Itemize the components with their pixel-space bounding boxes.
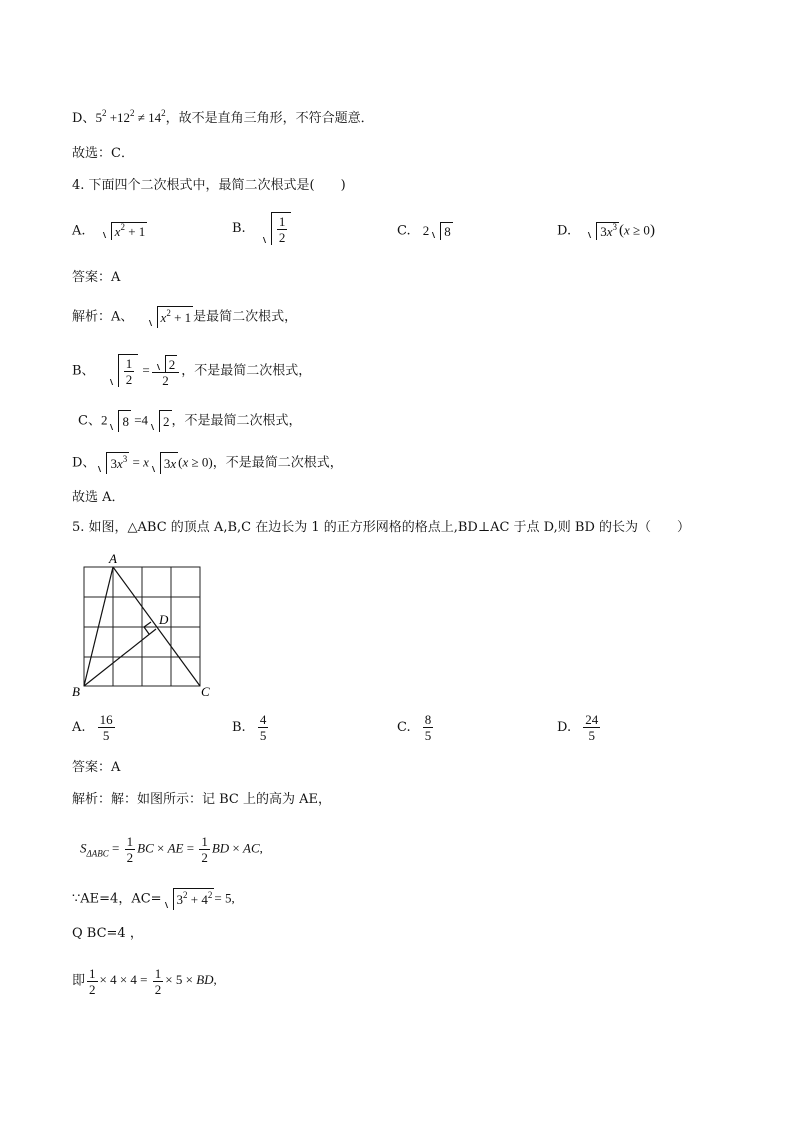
q5-option-b [232, 712, 270, 743]
option-label: D. [557, 720, 572, 735]
question-4: 4. 下面四个二次根式中，最简二次根式是( ) [72, 178, 346, 193]
fraction-one-half: $\frac{1}{2}$ [278, 214, 286, 245]
q4-option-c: C. 2 8 [397, 222, 451, 239]
numerator: 4 [259, 712, 267, 727]
q4-option-d: D. $3x^3$ (x ≥ 0) [557, 222, 655, 239]
sqrt-2: 2 [148, 410, 172, 432]
analysis-text: ，不是最简二次根式， [212, 455, 343, 471]
sqrt-3x: 3x [149, 452, 178, 474]
analysis-4-a [72, 306, 297, 328]
choose-c-text: 故选：C． [72, 146, 134, 161]
analysis-4-d: D、 $3x^3 = x$ 3x (x ≥ 0)，不是最简二次根式， [72, 452, 343, 474]
because-line [72, 888, 235, 910]
numerator: 8 [424, 712, 432, 727]
point-label-d: D [159, 612, 169, 627]
denominator: 5 [259, 728, 267, 743]
option-fraction [98, 712, 115, 743]
equals-five: = 5, [214, 890, 235, 906]
analysis-4-b: B、 $\frac{1}{2}$ = $\frac{2}{2}$ ，不是最简二次根式， [72, 354, 311, 388]
analysis-4-c: C、2 8 =4 2 ，不是最简二次根式， [78, 410, 302, 432]
sqrt-half [260, 212, 292, 245]
analysis-text: ，不是最简二次根式， [181, 363, 312, 379]
prev-solution-d [72, 108, 374, 129]
denominator: 5 [588, 728, 595, 743]
fraction-sqrt2-over-2: $\frac{2}{2}$ [152, 354, 180, 388]
sqrt-8: 8 [429, 222, 453, 240]
ji-text: 即 [72, 973, 86, 989]
denominator: 5 [424, 728, 432, 743]
sqrt-x2-plus-1: $x^2 + 1$ [100, 222, 148, 240]
option-label: D. [557, 223, 572, 239]
analysis-5: 解析：解：如图所示：记 BC 上的高为 AE， [72, 792, 332, 807]
sqrt-3sq-plus-4sq: $3^2 + 4^2$ [162, 888, 215, 910]
conclusion-text: ，故不是直角三角形，不符合题意． [165, 111, 374, 126]
option-label: B. [232, 221, 246, 236]
sqrt-x2-plus-1: $x^2 + 1$ [146, 306, 194, 328]
sqrt-3x3: $3x^3$ [95, 452, 129, 474]
numerator: 16 [99, 712, 113, 727]
denominator: 5 [102, 728, 110, 743]
question-5: 5. 如图，△ABC 的顶点 A,B,C 在边长为 1 的正方形网格的格点上,BD⊥AC 于点 D,则 BD 的长为（ ） [72, 520, 691, 535]
analysis-prefix: B、 [72, 363, 95, 379]
option-label: B. [232, 720, 246, 735]
analysis-prefix: D、 [72, 455, 96, 471]
q5-option-d [557, 712, 602, 743]
vertex-label-c: C [201, 684, 210, 699]
q4-option-a [72, 222, 147, 240]
option-label: C. [397, 720, 411, 735]
option-label: A. [72, 223, 86, 239]
q4-option-b [232, 212, 291, 245]
option-label: A. [72, 720, 86, 735]
because-text: ∵AE=4，AC= [72, 891, 162, 907]
analysis-text: ，不是最简二次根式， [171, 413, 302, 429]
option-fraction [423, 712, 434, 743]
choose-a-text: 故选 A． [72, 490, 125, 505]
triangle-grid-figure [70, 550, 220, 700]
option-fraction [583, 712, 600, 743]
analysis-prefix: C、 [78, 413, 101, 429]
inequality-expression: $5^2 +12^2 \ne 14^2$ [95, 108, 166, 125]
sqrt-half: $\frac{1}{2}$ [107, 354, 139, 387]
numerator: 24 [585, 712, 599, 727]
vertex-label-a: A [109, 551, 117, 566]
square-grid [84, 567, 200, 686]
answer-5: 答案：A [72, 760, 121, 775]
sqrt-3x3: $3x^3$ [585, 222, 619, 240]
option-fraction [258, 712, 269, 743]
q5-option-c [397, 712, 435, 743]
vertex-label-b: B [72, 684, 80, 699]
bc-line: Q BC=4 ， [72, 926, 143, 941]
sqrt-8: 8 [107, 410, 131, 432]
area-formula: $S_{\Delta ABC}$ = $\frac{1}{2}$ BC × AE = $\frac{1}{2}$ BD × AC, [80, 834, 263, 865]
option-label: C. [397, 223, 411, 239]
analysis-prefix: 解析：A、 [72, 309, 134, 325]
analysis-text: 是最简二次根式， [193, 309, 298, 325]
q5-option-a [72, 712, 117, 743]
equation-line: 即 $\frac{1}{2}$ × 4 × 4 = $\frac{1}{2}$ × 5 × BD, [72, 966, 217, 997]
option-prefix: D、 [72, 111, 96, 126]
answer-4: 答案：A [72, 270, 121, 285]
